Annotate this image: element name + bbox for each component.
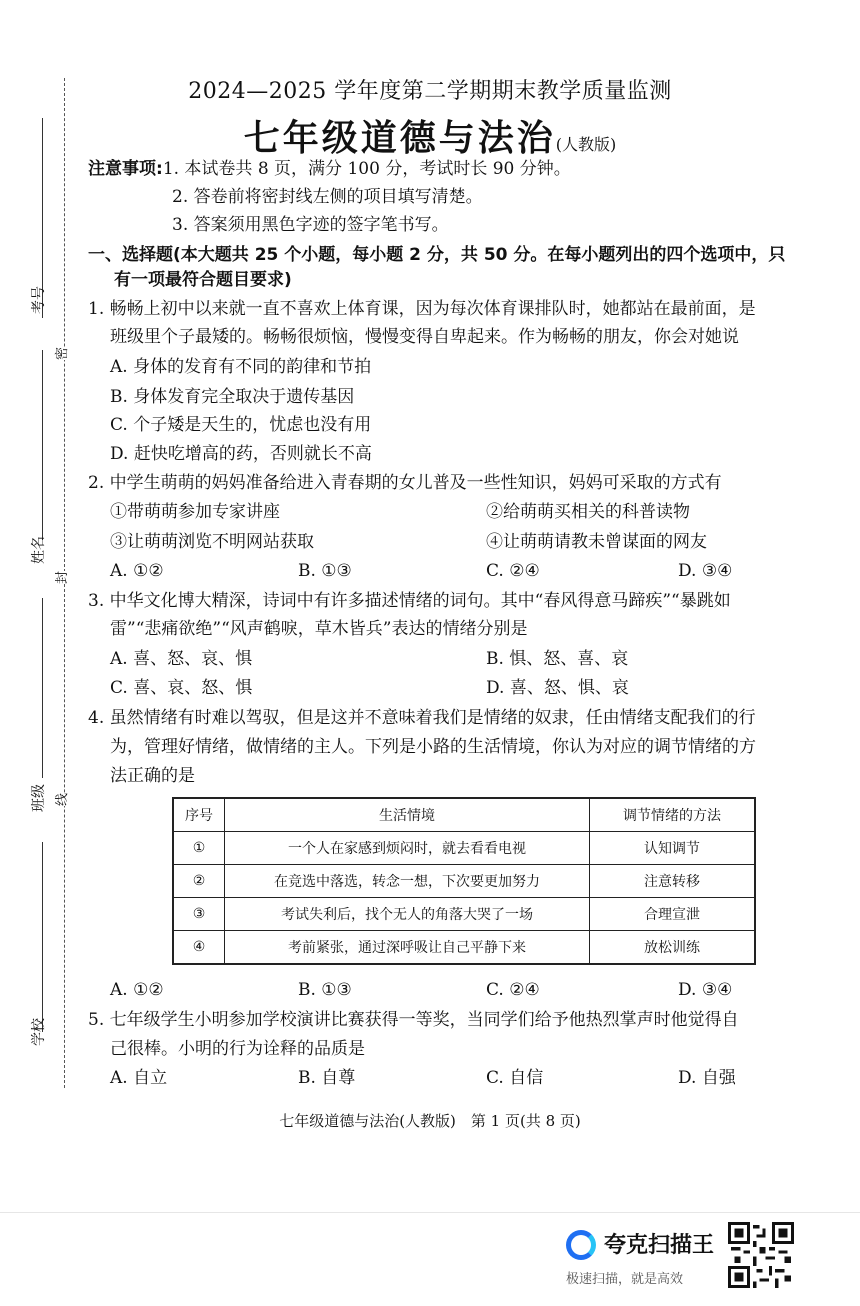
q1-stem-1: 1. 畅畅上初中以来就一直不喜欢上体育课，因为每次体育课排队时，她都站在最前面，是: [88, 299, 756, 319]
field-label-exam-number: 考号: [31, 286, 47, 314]
q1-stem-2: 班级里个子最矮的。畅畅很烦恼，慢慢变得自卑起来。作为畅畅的朋友，你会对她说: [110, 327, 739, 347]
exam-heading: 2024—2025 学年度第二学期期末教学质量监测: [188, 79, 672, 104]
q2-option-d: D. ③④: [678, 561, 733, 581]
qr-code-icon: [728, 1222, 794, 1288]
q4-table: [172, 797, 756, 965]
q5-option-b: B. 自尊: [298, 1068, 356, 1088]
table-row: [173, 931, 755, 965]
q3-option-b: B. 惧、怒、喜、哀: [486, 649, 629, 669]
q5-stem-1: 5. 七年级学生小明参加学校演讲比赛获得一等奖，当同学们给予他热烈掌声时他觉得自: [88, 1010, 739, 1030]
table-cell: ③: [173, 898, 225, 931]
q3-stem-2: 雷”“悲痛欲绝”“风声鹤唳，草木皆兵”表达的情绪分别是: [110, 619, 528, 639]
q3-option-d: D. 喜、怒、惧、哀: [486, 678, 629, 698]
notice-item-1: 1. 本试卷共 8 页，满分 100 分，考试时长 90 分钟。: [162, 159, 571, 179]
q2-item-1: ①带萌萌参加专家讲座: [110, 502, 280, 522]
table-header-cell: 调节情绪的方法: [590, 798, 756, 832]
q2-option-a: A. ①②: [110, 561, 164, 581]
notice-line-1: [88, 157, 571, 181]
q4-option-c: C. ②④: [486, 980, 540, 1000]
table-cell: 在竞选中落选，转念一想，下次要更加努力: [225, 865, 590, 898]
table-cell: 注意转移: [590, 865, 756, 898]
field-line-class: [42, 598, 43, 778]
q2-item-2: ②给萌萌买相关的科普读物: [486, 502, 690, 522]
edition-label: (人教版): [555, 135, 617, 154]
q4-stem-2: 为，管理好情绪，做情绪的主人。下列是小路的生活情境，你认为对应的调节情绪的方: [110, 737, 756, 757]
q2-stem: 2. 中学生萌萌的妈妈准备给进入青春期的女儿普及一些性知识，妈妈可采取的方式有: [88, 473, 722, 493]
q2-option-b: B. ①③: [298, 561, 352, 581]
table-row: [173, 832, 755, 865]
page-footer: 七年级道德与法治(人教版) 第 1 页(共 8 页): [279, 1112, 581, 1130]
table-cell: 放松训练: [590, 931, 756, 965]
notice-item-3: 3. 答案须用黑色字迹的签字笔书写。: [172, 215, 449, 235]
table-cell: 认知调节: [590, 832, 756, 865]
q2-item-3: ③让萌萌浏览不明网站获取: [110, 532, 314, 552]
table-header-cell: 生活情境: [225, 798, 590, 832]
q3-option-a: A. 喜、怒、哀、惧: [110, 649, 253, 669]
section-1-instruction-2: 有一项最符合题目要求): [114, 270, 292, 290]
q1-option-b: B. 身体发育完全取决于遗传基因: [110, 387, 355, 407]
q2-option-c: C. ②④: [486, 561, 540, 581]
q3-option-c: C. 喜、哀、怒、惧: [110, 678, 253, 698]
q5-option-a: A. 自立: [110, 1068, 168, 1088]
q4-option-a: A. ①②: [110, 980, 164, 1000]
seal-char-mi: 密: [51, 347, 70, 360]
section-1-instruction-1: 一、选择题(本大题共 25 个小题，每小题 2 分，共 50 分。在每小题列出的四个选项中，只: [88, 245, 786, 265]
q4-option-b: B. ①③: [298, 980, 352, 1000]
brand-slogan: 极速扫描，就是高效: [566, 1272, 684, 1287]
table-cell: 合理宣泄: [590, 898, 756, 931]
subject-title: 七年级道德与法治: [243, 118, 556, 159]
table-row: [173, 865, 755, 898]
divider: [0, 1212, 860, 1213]
table-row: [173, 898, 755, 931]
q5-option-d: D. 自强: [678, 1068, 736, 1088]
table-cell: ②: [173, 865, 225, 898]
notice-item-2: 2. 答卷前将密封线左侧的项目填写清楚。: [172, 187, 483, 207]
q1-option-d: D. 赶快吃增高的药，否则就长不高: [110, 444, 372, 464]
exam-title: [0, 110, 860, 161]
field-line-school: [42, 842, 43, 1032]
table-header-cell: 序号: [173, 798, 225, 832]
q5-option-c: C. 自信: [486, 1068, 544, 1088]
table-cell: 一个人在家感到烦闷时，就去看看电视: [225, 832, 590, 865]
field-label-school: 学校: [31, 1018, 47, 1046]
field-label-name: 姓名: [31, 536, 47, 564]
brand-name: 夸克扫描王: [604, 1233, 715, 1258]
seal-char-xian: 线: [51, 793, 70, 806]
q3-stem-1: 3. 中华文化博大精深，诗词中有许多描述情绪的词句。其中“春风得意马蹄疾”“暴跳如: [88, 591, 731, 611]
table-header-row: [173, 798, 755, 832]
table-cell: ①: [173, 832, 225, 865]
table-cell: ④: [173, 931, 225, 965]
q4-option-d: D. ③④: [678, 980, 733, 1000]
table-cell: 考试失利后，找个无人的角落大哭了一场: [225, 898, 590, 931]
seal-char-feng: 封: [51, 571, 70, 584]
field-label-class: 班级: [31, 784, 47, 812]
q4-stem-3: 法正确的是: [110, 766, 195, 786]
notice-label: 注意事项:: [88, 159, 163, 179]
q5-stem-2: 己很棒。小明的行为诠释的品质是: [110, 1039, 365, 1059]
field-line-name: [42, 350, 43, 540]
q1-option-c: C. 个子矮是天生的，忧虑也没有用: [110, 415, 372, 435]
q1-option-a: A. 身体的发育有不同的韵律和节拍: [110, 357, 372, 377]
q4-stem-1: 4. 虽然情绪有时难以驾驭，但是这并不意味着我们是情绪的奴隶，任由情绪支配我们的行: [88, 708, 756, 728]
quark-logo-icon: [566, 1230, 596, 1260]
q2-item-4: ④让萌萌请教未曾谋面的网友: [486, 532, 707, 552]
table-cell: 考前紧张，通过深呼吸让自己平静下来: [225, 931, 590, 965]
